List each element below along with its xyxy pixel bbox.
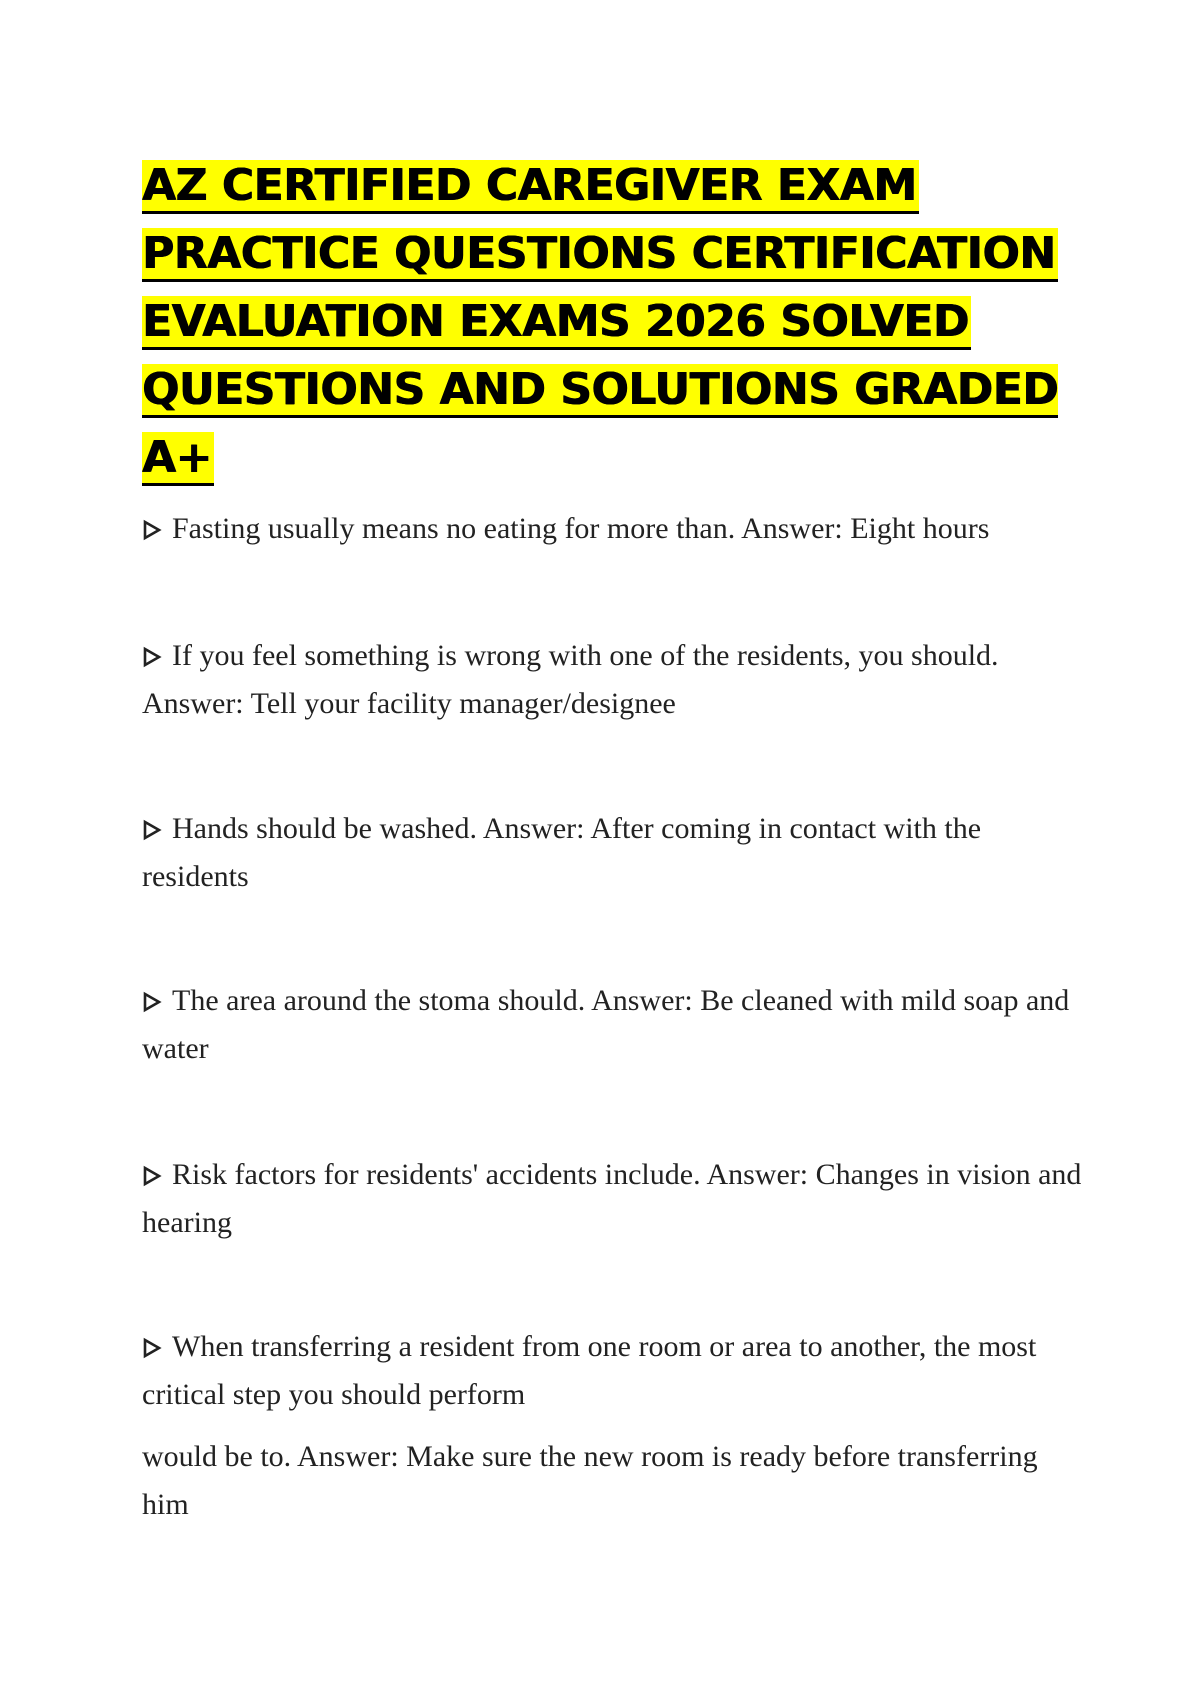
question-text: When transferring a resident from one room or area to another, the most critical step you should perform bbox=[142, 1330, 1037, 1411]
answer-text: Be cleaned with mild soap and water bbox=[142, 984, 1070, 1065]
answer-label: Answer: bbox=[706, 1158, 809, 1191]
answer-text: Eight hours bbox=[850, 512, 990, 545]
question-text: Risk factors for residents' accidents include. bbox=[172, 1158, 701, 1191]
question-text: Hands should be washed. bbox=[172, 812, 477, 845]
question-text: If you feel something is wrong with one of the residents, you should. bbox=[172, 639, 999, 672]
title-line: AZ CERTIFIED CAREGIVER EXAM bbox=[142, 152, 1072, 220]
question-text: Fasting usually means no eating for more than. bbox=[172, 512, 736, 545]
answer-text: Tell your facility manager/designee bbox=[250, 687, 676, 720]
qa-item bbox=[142, 977, 1082, 1073]
triangle-arrow-icon bbox=[142, 988, 164, 1010]
question-continuation: would be to. Answer: Make sure the new room is ready before transferring him bbox=[142, 1440, 1038, 1521]
triangle-arrow-icon bbox=[142, 816, 164, 838]
qa-item bbox=[142, 1151, 1082, 1247]
document-title bbox=[142, 152, 1072, 492]
answer-text: After coming in contact with the residents bbox=[142, 812, 982, 893]
answer-label: Answer: bbox=[142, 687, 244, 720]
answer-label: Answer: bbox=[297, 1440, 399, 1473]
triangle-arrow-icon bbox=[142, 1162, 164, 1184]
answer-label: Answer: bbox=[591, 984, 693, 1017]
qa-item bbox=[142, 1323, 1082, 1529]
answer-label: Answer: bbox=[482, 812, 585, 845]
title-line: PRACTICE QUESTIONS CERTIFICATION bbox=[142, 220, 1072, 288]
triangle-arrow-icon bbox=[142, 643, 164, 665]
qa-item bbox=[142, 805, 1082, 901]
question-text: The area around the stoma should. bbox=[172, 984, 586, 1017]
qa-item bbox=[142, 505, 1082, 553]
title-line: EVALUATION EXAMS 2026 SOLVED bbox=[142, 288, 1072, 356]
answer-text: Make sure the new room is ready before transferring him bbox=[142, 1440, 1038, 1521]
title-line: QUESTIONS AND SOLUTIONS GRADED A+ bbox=[142, 356, 1072, 492]
answer-label: Answer: bbox=[741, 512, 843, 545]
qa-item bbox=[142, 632, 1082, 728]
triangle-arrow-icon bbox=[142, 1334, 164, 1356]
triangle-arrow-icon bbox=[142, 516, 164, 538]
answer-text: Changes in vision and hearing bbox=[142, 1158, 1082, 1239]
